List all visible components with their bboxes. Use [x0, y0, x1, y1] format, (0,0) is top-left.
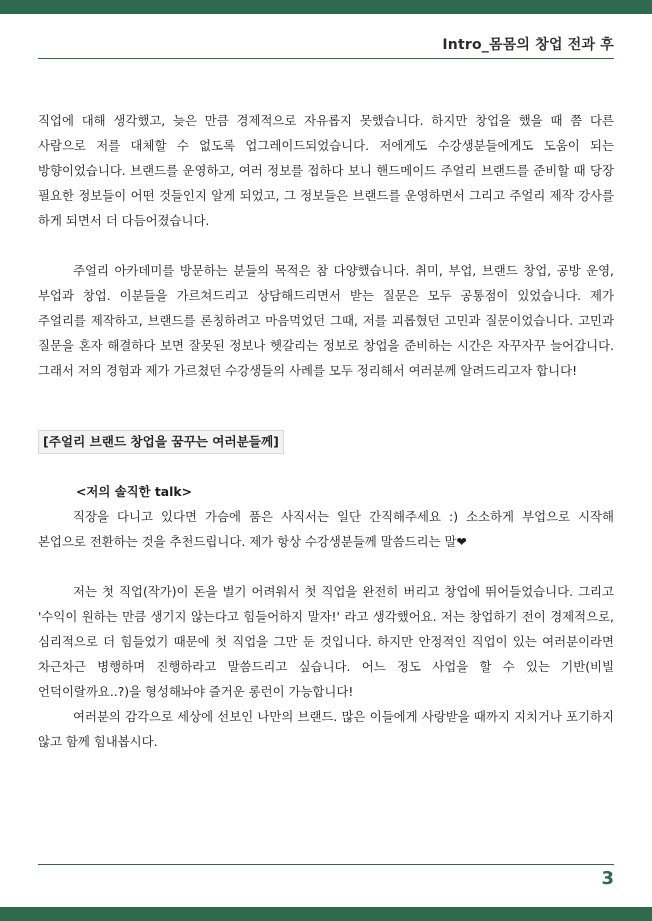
paragraph-3: [38, 504, 614, 554]
section-tag: [주얼리 브랜드 창업을 꿈꾸는 여러분들께]: [38, 430, 284, 454]
subheading: <저의 솔직한 talk>: [76, 484, 193, 499]
paragraph-4: 저는 첫 직업(작가)이 돈을 벌기 어려워서 첫 직업을 완전히 버리고 창업에 뛰어들었습니다. 그리고 '수익이 원하는 만큼 생기지 않는다고 힘들어하지 말자!' 라고 생각했어요. 저는 창업하기 전이 경제적으로, 심리적으로 더 힘들었기 때문에 첫 직업을 그만 둔 것입니다. 하지만 안정적인 직업이 있는 여러분이라면 차근차근 병행하며 진행하라고 말씀드리고 싶습니다. 어느 정도 사업을 할 수 있는 기반(비빌 언덕이랄까요..?)을 형성해놔야 즐거운 롱런이 가능합니다!: [38, 584, 614, 699]
page-header-title: Intro_몸몸의 창업 전과 후: [442, 37, 614, 53]
top-accent-bar: [0, 0, 652, 14]
footer-divider: [38, 864, 614, 865]
page-number: 3: [601, 868, 614, 889]
heart-icon: ❤: [456, 534, 467, 549]
bottom-accent-bar: [0, 907, 652, 921]
paragraph-2: 주얼리 아카데미를 방문하는 분들의 목적은 참 다양했습니다. 취미, 부업, 브랜드 창업, 공방 운영, 부업과 창업. 이분들을 가르쳐드리고 상담해드리면서 받는 질문은 모두 공통점이 있었습니다. 제가 주얼리를 제작하고, 브랜드를 론칭하려고 마음먹었던 그때, 저를 괴롭혔던 고민과 질문이었습니다. 고민과 질문을 혼자 해결하다 보면 잘못된 정보나 헷갈리는 정보로 창업을 준비하는 시간은 자꾸자꾸 늘어갑니다. 그래서 저의 경험과 제가 가르쳤던 수강생들의 사례를 모두 정리해서 여러분께 알려드리고자 합니다!: [38, 263, 614, 378]
paragraph-5: 여러분의 감각으로 세상에 선보인 나만의 브랜드. 많은 이들에게 사랑받을 때까지 지치거나 포기하지 않고 함께 힘내봅시다.: [38, 709, 614, 749]
header-divider: [38, 58, 614, 59]
paragraph-1: 직업에 대해 생각했고, 늦은 만큼 경제적으로 자유롭지 못했습니다. 하지만 창업을 했을 때 쯤 다른 사람으로 저를 대체할 수 없도록 업그레이드되었습니다. 저에게도 수강생분들에게도 도움이 되는 방향이었습니다. 브랜드를 운영하고, 여러 정보를 접하다 보니 핸드메이드 주얼리 브랜드를 준비할 때 당장 필요한 정보들이 어떤 것들인지 알게 되었고, 그 정보들은 브랜드를 운영하면서 그리고 주얼리 제작 강사를 하게 되면서 더 다듬어졌습니다.: [38, 113, 614, 228]
page-body: [38, 108, 614, 754]
section-tag-row: [38, 428, 614, 454]
paragraph-3-text: 직장을 다니고 있다면 가슴에 품은 사직서는 일단 간직해주세요 :) 소소하게 부업으로 시작해 본업으로 전환하는 것을 추천드립니다. 제가 항상 수강생분들께 말씀드리는 말: [38, 509, 614, 549]
